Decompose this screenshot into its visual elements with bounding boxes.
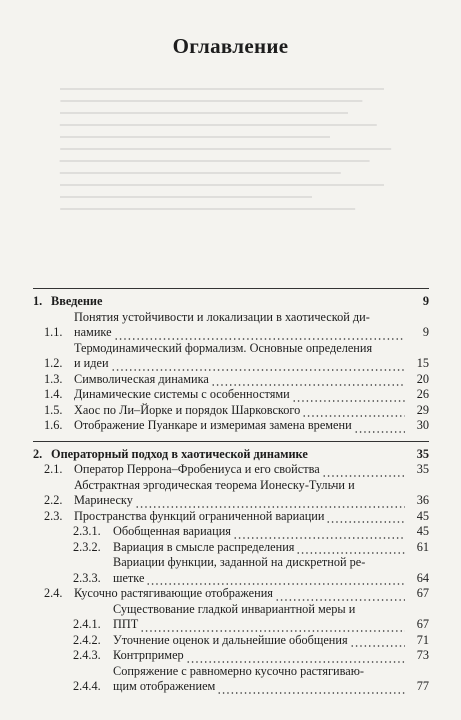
subsection-number: 2.4.3. <box>73 648 101 662</box>
table-of-contents <box>33 283 429 695</box>
subsection-number: 2.4.1. <box>73 617 101 631</box>
toc-subsection-2-3-3[interactable] <box>33 555 429 586</box>
dot-leader <box>135 494 405 509</box>
chapter-number: 2. <box>33 446 43 461</box>
page-number: 29 <box>416 402 429 417</box>
section-title-line2: и идеи <box>74 356 109 370</box>
section-number: 2.3. <box>44 508 63 523</box>
toc-subsection-2-4-3[interactable] <box>33 648 429 664</box>
subsection-number: 2.4.2. <box>73 632 101 647</box>
section-number: 1.4. <box>44 387 63 401</box>
section-title-line2: Маринеску <box>74 493 133 507</box>
section-title: Динамические системы с особенностями <box>74 387 290 401</box>
dot-leader <box>140 618 405 633</box>
chapter-title: Введение <box>51 294 103 308</box>
dot-leader <box>350 633 405 648</box>
section-title: Символическая динамика <box>74 371 209 386</box>
page-number: 15 <box>416 356 429 370</box>
section-number: 1.6. <box>44 418 63 432</box>
section-number: 2.1. <box>44 462 63 476</box>
toc-chapter-1[interactable] <box>33 294 429 310</box>
subsection-title-line2: шетке <box>113 570 145 585</box>
page-number: 35 <box>416 462 429 476</box>
section-title-line2: намике <box>74 325 112 339</box>
toc-section-1-4[interactable] <box>33 387 429 403</box>
dot-leader <box>296 540 405 555</box>
page-number: 67 <box>416 617 429 631</box>
dot-leader <box>146 571 405 586</box>
toc-section-1-6[interactable] <box>33 418 429 434</box>
dot-leader <box>326 509 405 524</box>
toc-section-1-1[interactable] <box>33 310 429 341</box>
dot-leader <box>211 372 405 387</box>
toc-section-2-2[interactable] <box>33 478 429 509</box>
toc-chapter-2[interactable] <box>33 447 429 463</box>
toc-section-2-1[interactable] <box>33 462 429 478</box>
chapter-rule <box>33 441 429 442</box>
page-number: 67 <box>416 586 429 600</box>
toc-subsection-2-4-1[interactable] <box>33 602 429 633</box>
page-number: 45 <box>416 508 429 523</box>
subsection-title: Вариация в смысле распределения <box>113 539 295 554</box>
toc-subsection-2-4-4[interactable] <box>33 664 429 695</box>
dot-leader <box>302 403 405 418</box>
toc-subsection-2-3-1[interactable] <box>33 524 429 540</box>
section-title: Оператор Перрона–Фробениуса и его свойства <box>74 462 320 476</box>
dot-leader <box>114 326 405 341</box>
subsection-title-line1: Сопряжение с равномерно кусочно растягиваю- <box>113 663 365 678</box>
dot-leader <box>111 357 405 372</box>
dot-leader <box>186 649 405 664</box>
subsection-title-line2: щим отображением <box>113 679 216 693</box>
section-title-line1: Термодинамический формализм. Основные определения <box>74 340 373 355</box>
dot-leader <box>275 587 405 602</box>
subsection-title: Контрпример <box>113 648 184 662</box>
subsection-number: 2.3.3. <box>73 570 101 585</box>
section-title: Кусочно растягивающие отображения <box>74 586 273 600</box>
subsection-title-line1: Вариации функции, заданной на дискретной ре- <box>113 555 366 569</box>
toc-section-1-3[interactable] <box>33 372 429 388</box>
section-number: 2.4. <box>44 586 63 600</box>
dot-leader <box>233 525 405 540</box>
toc-section-1-5[interactable] <box>33 403 429 419</box>
toc-section-1-2[interactable] <box>33 341 429 372</box>
dot-leader <box>322 463 405 478</box>
page-number: 36 <box>416 493 429 507</box>
page-number: 9 <box>422 325 429 339</box>
page-number: 64 <box>416 570 429 585</box>
toc-subsection-2-4-2[interactable] <box>33 633 429 649</box>
toc-section-2-3[interactable] <box>33 509 429 525</box>
section-number: 1.2. <box>44 356 63 370</box>
section-title: Хаос по Ли–Йорке и порядок Шарковского <box>74 402 301 417</box>
section-number: 2.2. <box>44 493 63 507</box>
subsection-title-line2: ППТ <box>113 617 139 631</box>
section-title-line1: Понятия устойчивости и локализации в хаотической ди- <box>74 309 370 324</box>
page-number: 73 <box>416 648 429 662</box>
subsection-title: Уточнение оценок и дальнейшие обобщения <box>113 632 348 647</box>
subsection-number: 2.3.2. <box>73 539 101 554</box>
section-title: Пространства функций ограниченной вариации <box>74 508 325 523</box>
chapter-title: Операторный подход в хаотической динамике <box>51 446 308 461</box>
dot-leader <box>354 419 405 434</box>
chapter-number: 1. <box>33 294 43 308</box>
page-number: 20 <box>416 371 429 386</box>
subsection-title-line1: Существование гладкой инвариантной меры и <box>113 601 356 616</box>
show-through-text <box>60 78 420 278</box>
section-title-line1: Абстрактная эргодическая теорема Ионеску-Тульчи и <box>74 477 355 492</box>
subsection-number: 2.4.4. <box>73 679 101 693</box>
page-number: 26 <box>416 387 429 401</box>
top-rule <box>33 288 429 289</box>
dot-leader <box>217 680 405 695</box>
section-number: 1.5. <box>44 402 63 417</box>
page-title: Оглавление <box>172 34 289 58</box>
page-number: 9 <box>422 294 429 308</box>
page-number: 35 <box>416 446 429 461</box>
subsection-title: Обобщенная вариация <box>113 524 231 538</box>
section-number: 1.1. <box>44 325 63 339</box>
toc-section-2-4[interactable] <box>33 586 429 602</box>
page-number: 30 <box>416 418 429 432</box>
page-number: 45 <box>416 524 429 538</box>
dot-leader <box>292 388 405 403</box>
page-number: 71 <box>416 632 429 647</box>
section-title: Отображение Пуанкаре и измеримая замена времени <box>74 418 352 432</box>
page-number: 77 <box>416 679 429 693</box>
subsection-number: 2.3.1. <box>73 524 101 538</box>
toc-subsection-2-3-2[interactable] <box>33 540 429 556</box>
page-number: 61 <box>416 539 429 554</box>
section-number: 1.3. <box>44 371 63 386</box>
